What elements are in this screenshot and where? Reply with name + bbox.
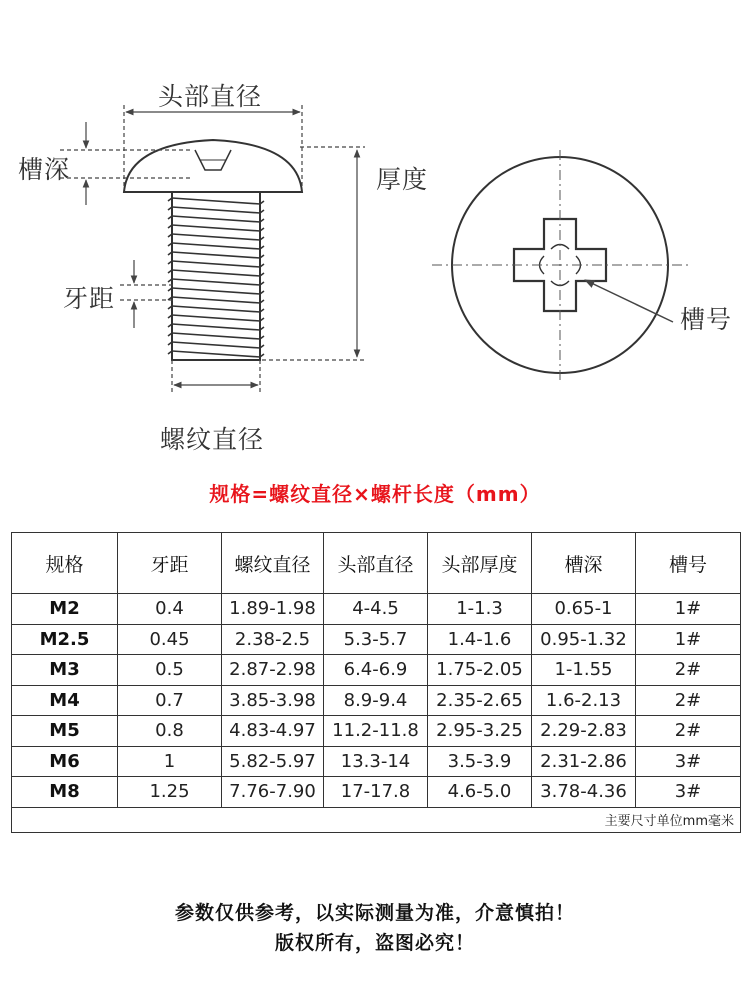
table-cell: 2.87-2.98 xyxy=(222,655,324,686)
table-cell: 4-4.5 xyxy=(324,594,428,625)
table-header-row xyxy=(12,533,741,594)
table-cell: M2 xyxy=(12,594,118,625)
table-cell: 2.38-2.5 xyxy=(222,624,324,655)
table-cell: 6.4-6.9 xyxy=(324,655,428,686)
table-cell: 1# xyxy=(636,624,741,655)
col-header: 槽号 xyxy=(636,533,741,594)
disclaimer-line-1: 参数仅供参考，以实际测量为准，介意慎拍！ xyxy=(174,902,575,924)
table-cell: 1.25 xyxy=(118,777,222,808)
table-cell: M4 xyxy=(12,685,118,716)
table-cell: 11.2-11.8 xyxy=(324,716,428,747)
slot-depth-label: 槽深 xyxy=(18,155,71,184)
spec-table xyxy=(11,532,741,833)
slot-number-label: 槽号 xyxy=(680,305,733,334)
table-cell: 13.3-14 xyxy=(324,746,428,777)
table-cell: M5 xyxy=(12,716,118,747)
table-cell: 1-1.55 xyxy=(532,655,636,686)
table-row xyxy=(12,594,741,625)
table-cell: 2.35-2.65 xyxy=(428,685,532,716)
table-cell: 3# xyxy=(636,746,741,777)
table-cell: 0.65-1 xyxy=(532,594,636,625)
col-header: 规格 xyxy=(12,533,118,594)
table-cell: 1.6-2.13 xyxy=(532,685,636,716)
table-row xyxy=(12,716,741,747)
table-note-row xyxy=(12,807,741,832)
table-cell: 1.89-1.98 xyxy=(222,594,324,625)
table-row xyxy=(12,746,741,777)
table-cell: 0.95-1.32 xyxy=(532,624,636,655)
table-cell: 2.95-3.25 xyxy=(428,716,532,747)
table-cell: 0.45 xyxy=(118,624,222,655)
table-cell: 5.82-5.97 xyxy=(222,746,324,777)
spec-formula: 规格=螺纹直径×螺杆长度（mm） xyxy=(209,482,541,506)
top-view-screw xyxy=(432,150,688,380)
table-cell: M2.5 xyxy=(12,624,118,655)
pitch-label: 牙距 xyxy=(63,284,116,313)
table-cell: 8.9-9.4 xyxy=(324,685,428,716)
table-cell: 0.7 xyxy=(118,685,222,716)
table-cell: 2.29-2.83 xyxy=(532,716,636,747)
table-cell: 4.6-5.0 xyxy=(428,777,532,808)
table-cell: 0.4 xyxy=(118,594,222,625)
col-header: 牙距 xyxy=(118,533,222,594)
screw-drawing xyxy=(0,0,750,470)
table-cell: 7.76-7.90 xyxy=(222,777,324,808)
table-cell: 5.3-5.7 xyxy=(324,624,428,655)
col-header: 槽深 xyxy=(532,533,636,594)
unit-note: 主要尺寸单位mm毫米 xyxy=(12,807,741,832)
thickness-label: 厚度 xyxy=(376,165,429,194)
table-cell: 1.4-1.6 xyxy=(428,624,532,655)
side-view-screw xyxy=(124,140,302,360)
table-cell: 1-1.3 xyxy=(428,594,532,625)
table-cell: 1.75-2.05 xyxy=(428,655,532,686)
table-row xyxy=(12,685,741,716)
table-cell: 0.5 xyxy=(118,655,222,686)
table-cell: 3# xyxy=(636,777,741,808)
table-row xyxy=(12,777,741,808)
table-row xyxy=(12,655,741,686)
table-cell: 4.83-4.97 xyxy=(222,716,324,747)
disclaimer-line-2: 版权所有，盗图必究！ xyxy=(274,932,475,954)
table-cell: 3.85-3.98 xyxy=(222,685,324,716)
table-cell: 17-17.8 xyxy=(324,777,428,808)
table-cell: M8 xyxy=(12,777,118,808)
table-cell: 2# xyxy=(636,685,741,716)
head-diameter-label: 头部直径 xyxy=(158,82,263,111)
table-row xyxy=(12,624,741,655)
table-cell: 2# xyxy=(636,655,741,686)
table-cell: 3.5-3.9 xyxy=(428,746,532,777)
col-header: 螺纹直径 xyxy=(222,533,324,594)
table-cell: M6 xyxy=(12,746,118,777)
col-header: 头部厚度 xyxy=(428,533,532,594)
table-cell: M3 xyxy=(12,655,118,686)
table-cell: 2.31-2.86 xyxy=(532,746,636,777)
table-cell: 1 xyxy=(118,746,222,777)
table-cell: 3.78-4.36 xyxy=(532,777,636,808)
screw-diagram xyxy=(0,0,750,470)
col-header: 头部直径 xyxy=(324,533,428,594)
thread-diameter-label: 螺纹直径 xyxy=(160,425,265,454)
table-cell: 0.8 xyxy=(118,716,222,747)
table-cell: 2# xyxy=(636,716,741,747)
table-cell: 1# xyxy=(636,594,741,625)
